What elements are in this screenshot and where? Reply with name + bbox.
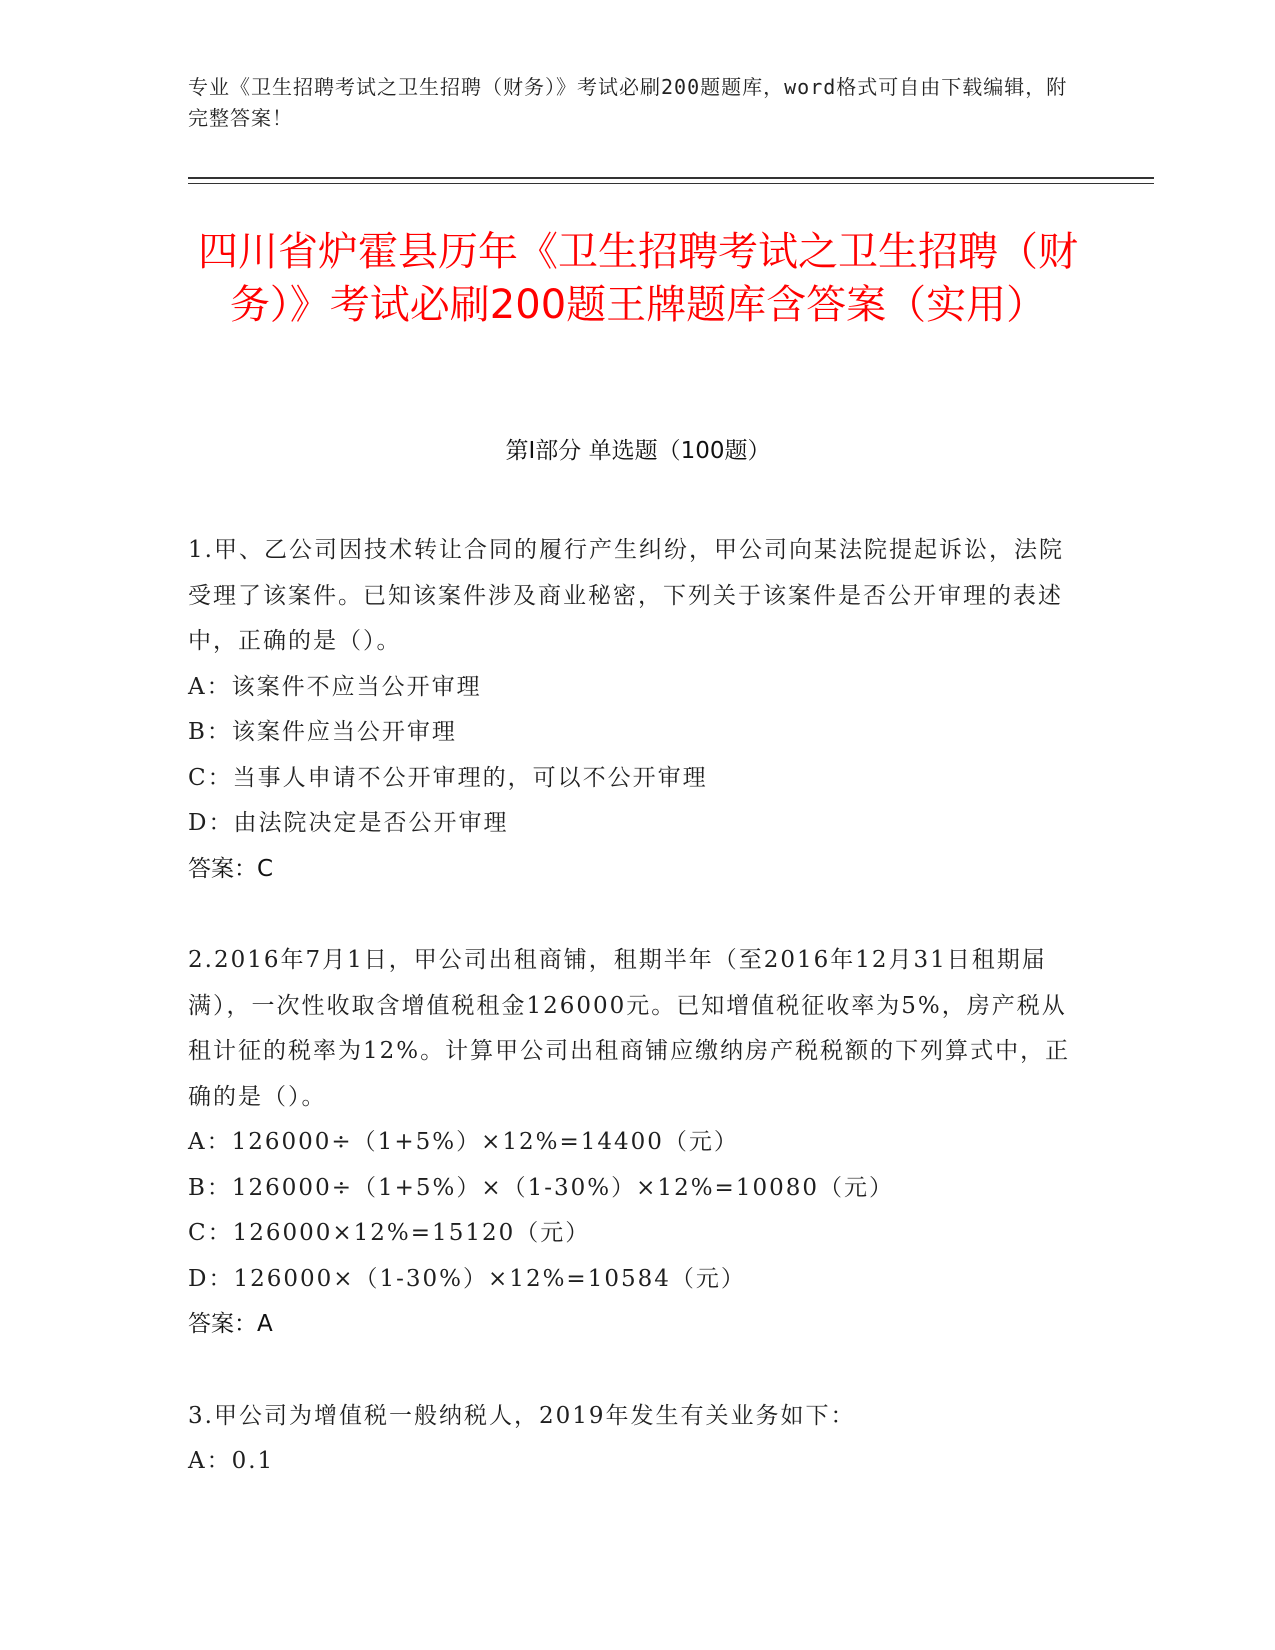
- option-a: A：0.1: [188, 1448, 275, 1474]
- question-stem: 1.甲、乙公司因技术转让合同的履行产生纠纷，甲公司向某法院提起诉讼，法院受理了该案件。已知该案件涉及商业秘密，下列关于该案件是否公开审理的表述中，正确的是（）。: [188, 537, 1064, 654]
- question-2: [188, 938, 1088, 1348]
- option-c: C：126000×12%=15120（元）: [188, 1220, 591, 1246]
- question-3: [188, 1394, 1088, 1485]
- answer: 答案：C: [188, 855, 274, 882]
- option-a: A：该案件不应当公开审理: [188, 673, 482, 700]
- question-spacer: [188, 1348, 1088, 1394]
- question-stem: 2.2016年7月1日，甲公司出租商铺，租期半年（至2016年12月31日租期届满），一次性收取含增值税租金126000元。已知增值税征收率为5%，房产税从租计征的税率为12%。计算甲公司出租商铺应缴纳房产税税额的下列算式中，正确的是（）。: [188, 947, 1071, 1110]
- question-1: [188, 528, 1088, 892]
- option-a: A：126000÷（1+5%）×12%=14400（元）: [188, 1129, 739, 1155]
- section-heading: 第I部分 单选题（100题）: [505, 438, 771, 464]
- question-stem: 3.甲公司为增值税一般纳税人，2019年发生有关业务如下：: [188, 1402, 856, 1429]
- option-d: D：由法院决定是否公开审理: [188, 810, 509, 836]
- option-b: B：126000÷（1+5%）×（1-30%）×12%=10080（元）: [188, 1174, 894, 1201]
- question-spacer: [188, 892, 1088, 938]
- option-d: D：126000×（1-30%）×12%=10584（元）: [188, 1265, 746, 1292]
- header-note: 专业《卫生招聘考试之卫生招聘（财务）》考试必刷200题题库，word格式可自由下载编辑，附完整答案！: [188, 75, 1068, 130]
- option-c: C：当事人申请不公开审理的，可以不公开审理: [188, 764, 708, 791]
- document-title: 四川省炉霍县历年《卫生招聘考试之卫生招聘（财务）》考试必刷200题王牌题库含答案（实用）: [198, 229, 1078, 328]
- header-divider-thin: [188, 183, 1154, 184]
- header-divider-thick: [188, 177, 1154, 179]
- question-list: [188, 528, 1088, 1485]
- answer: 答案：A: [188, 1311, 273, 1337]
- option-b: B：该案件应当公开审理: [188, 719, 457, 745]
